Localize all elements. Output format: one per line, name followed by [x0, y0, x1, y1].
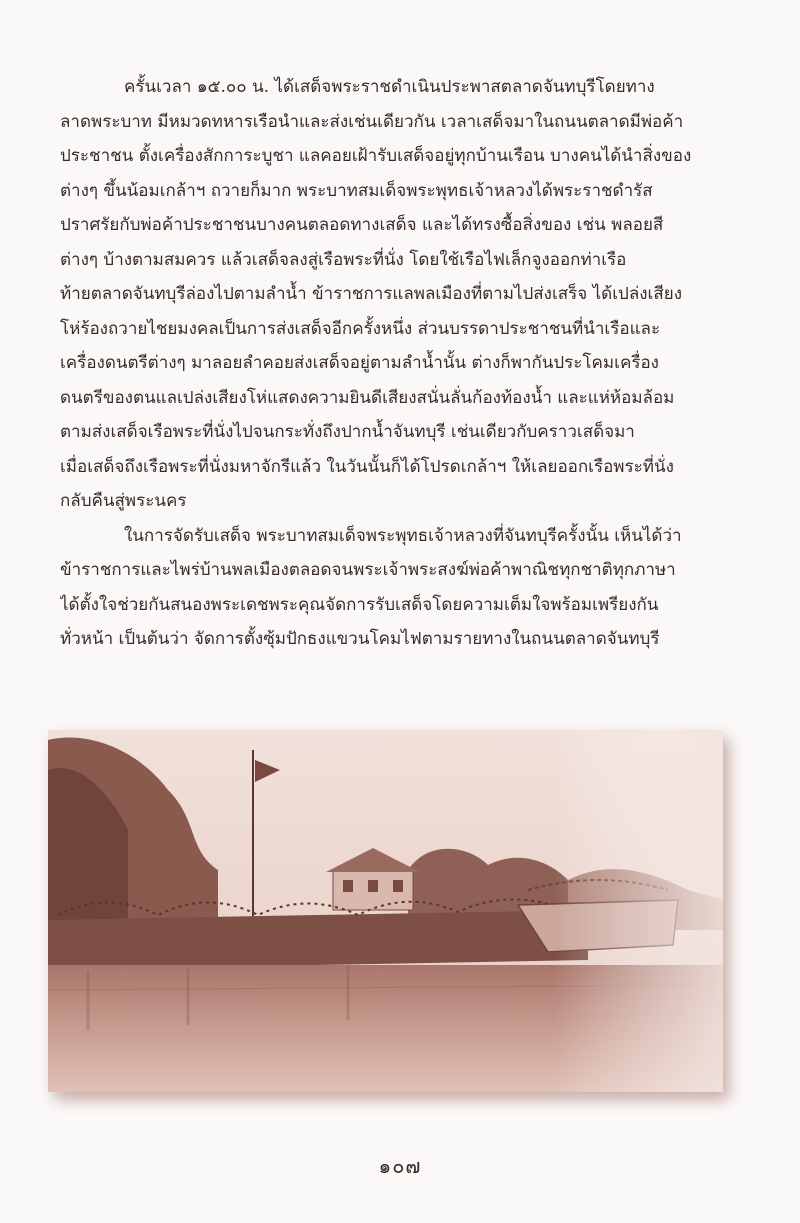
- text-line: ตามส่งเสด็จเรือพระที่นั่งไปจนกระทั่งถึงปากน้ำจันทบุรี เช่นเดียวกับคราวเสด็จมา: [60, 422, 635, 442]
- text-line: ท้ายตลาดจันทบุรีล่องไปตามลำน้ำ ข้าราชการแลพลเมืองที่ตามไปส่งเสร็จ ได้เปล่งเสียง: [60, 284, 682, 304]
- paragraph-1: [60, 70, 740, 519]
- page-number: ๑๐๗: [378, 1154, 422, 1178]
- text-line: ต่างๆ ขึ้นน้อมเกล้าฯ ถวายก็มาก พระบาทสมเด็จพระพุทธเจ้าหลวงได้พระราชดำรัส: [60, 180, 653, 201]
- text-line: ปราศรัยกับพ่อค้าประชาชนบางคนตลอดทางเสด็จ และได้ทรงซื้อสิ่งของ เช่น พลอยสี: [60, 215, 664, 235]
- text-line: ข้าราชการและไพร่บ้านพลเมืองตลอดจนพระเจ้าพระสงฆ์พ่อค้าพาณิชทุกชาติทุกภาษา: [60, 560, 676, 580]
- text-line: ประชาชน ตั้งเครื่องสักการะบูชา แลคอยเฝ้ารับเสด็จอยู่ทุกบ้านเรือน บางคนได้นำสิ่งของ: [60, 146, 692, 166]
- paragraph-2: [60, 519, 740, 657]
- text-line: เมื่อเสด็จถึงเรือพระที่นั่งมหาจักรีแล้ว ในวันนั้นก็ได้โปรดเกล้าฯ ให้เลยออกเรือพระที่นั่ง: [60, 456, 674, 477]
- river-procession-photo: [48, 730, 723, 1092]
- text-line: ในการจัดรับเสด็จ พระบาทสมเด็จพระพุทธเจ้าหลวงที่จันทบุรีครั้งนั้น เห็นได้ว่า: [124, 525, 682, 546]
- text-line: ได้ตั้งใจช่วยกันสนองพระเดชพระคุณจัดการรับเสด็จโดยความเต็มใจพร้อมเพรียงกัน: [60, 594, 659, 615]
- historical-photo: [48, 730, 723, 1092]
- body-text: [60, 70, 740, 657]
- text-line: กลับคืนสู่พระนคร: [60, 491, 187, 511]
- text-line: ทั่วหน้า เป็นต้นว่า จัดการตั้งซุ้มปักธงแขวนโคมไฟตามรายทางในถนนตลาดจันทบุรี: [60, 629, 660, 649]
- text-line: เครื่องดนตรีต่างๆ มาลอยลำคอยส่งเสด็จอยู่ตามลำน้ำนั้น ต่างก็พากันประโคมเครื่อง: [60, 353, 659, 373]
- text-line: โห่ร้องถวายไชยมงคลเป็นการส่งเสด็จอีกครั้งหนึ่ง ส่วนบรรดาประชาชนที่นำเรือและ: [60, 318, 661, 339]
- text-line: ครั้นเวลา ๑๕.๐๐ น. ได้เสด็จพระราชดำเนินประพาสตลาดจันทบุรีโดยทาง: [124, 77, 655, 97]
- text-line: ต่างๆ บ้างตามสมควร แล้วเสด็จลงสู่เรือพระที่นั่ง โดยใช้เรือไฟเล็กจูงออกท่าเรือ: [60, 249, 627, 270]
- text-line: ลาดพระบาท มีหมวดทหารเรือนำและส่งเช่นเดียวกัน เวลาเสด็จมาในถนนตลาดมีพ่อค้า: [60, 111, 684, 132]
- text-line: ดนตรีของตนแลเปล่งเสียงโห่แสดงความยินดีเสียงสนั่นลั่นก้องท้องน้ำ และแห่ห้อมล้อม: [60, 387, 675, 408]
